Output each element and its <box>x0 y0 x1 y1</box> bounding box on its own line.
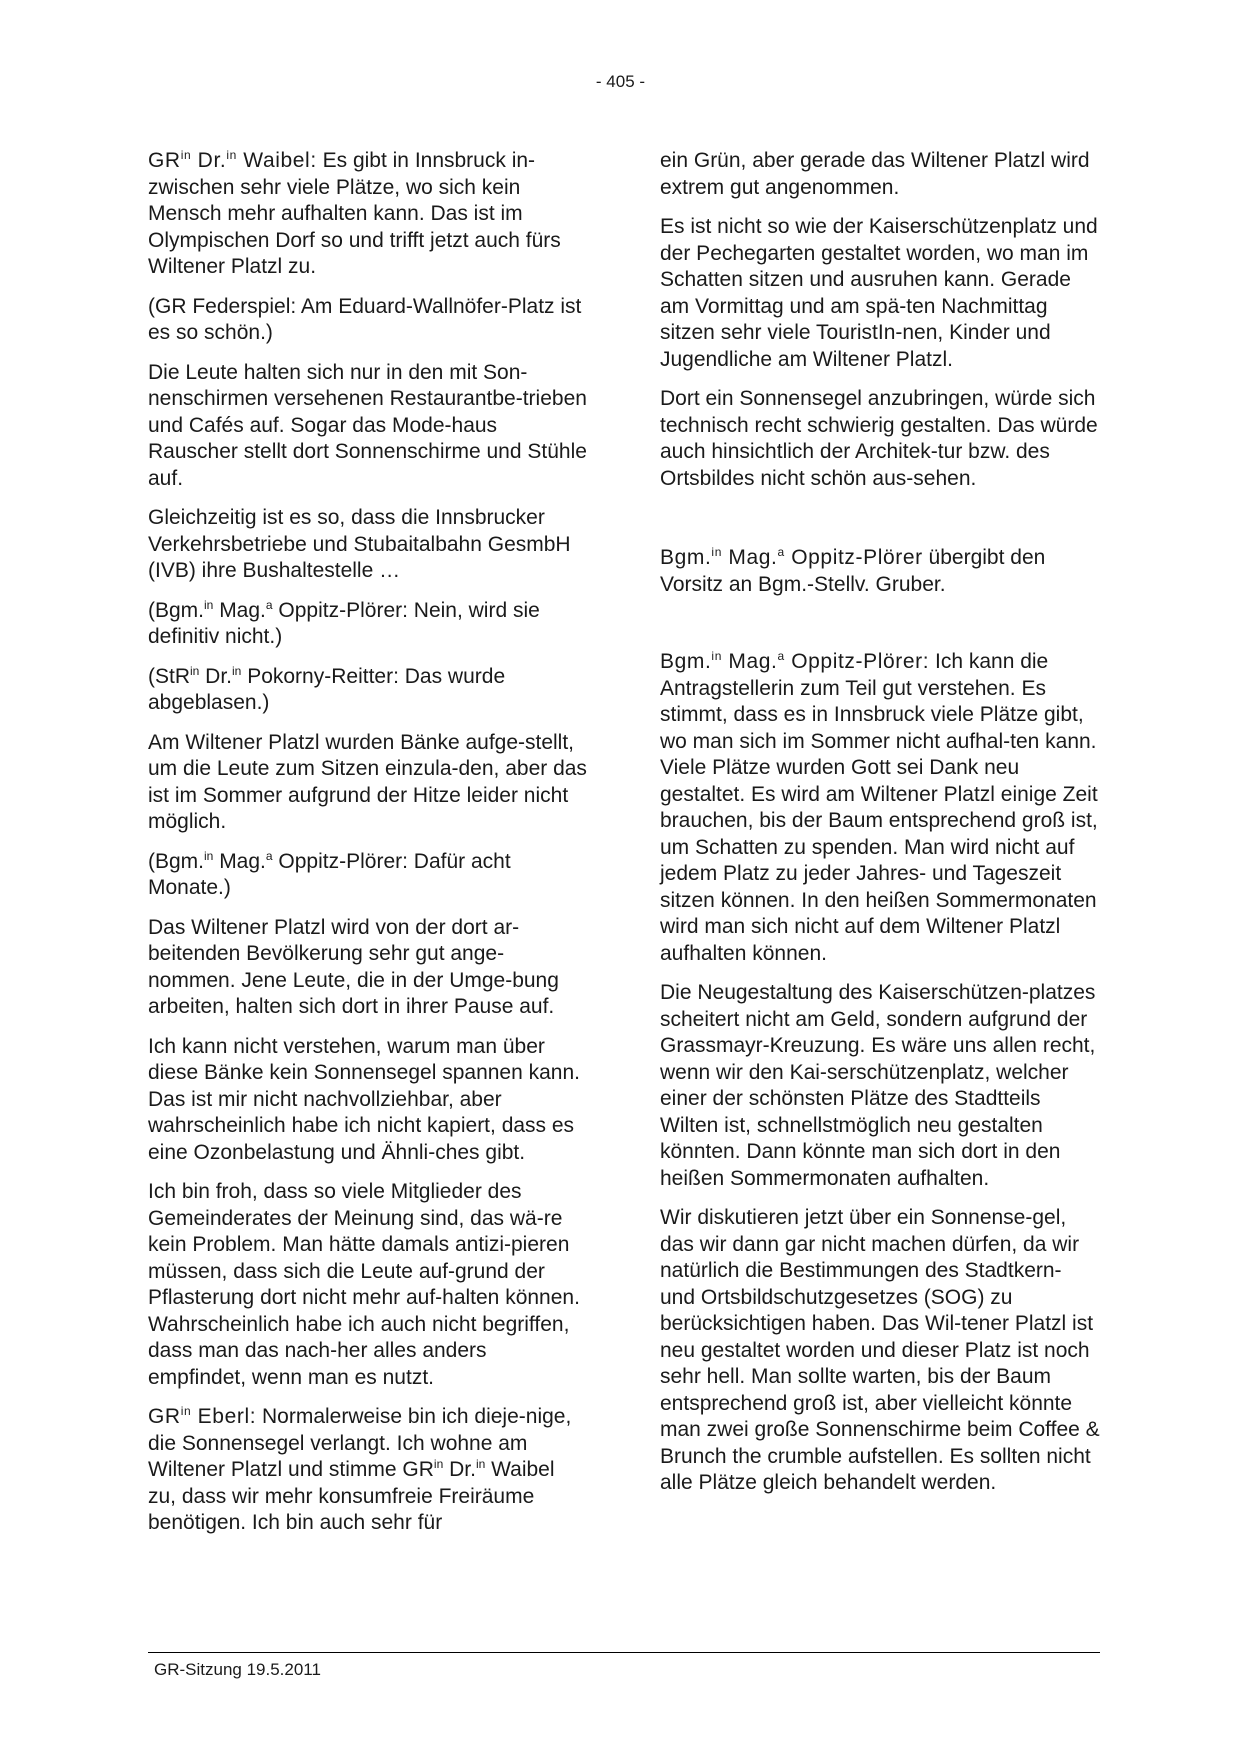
speaker-title: $GR^{in}$ Eberl: <box>148 1404 257 1428</box>
paragraph: Bgm.$^{in}$ Mag.$^a$ Oppitz-Plörer übergibt den Vorsitz an Bgm.-Stellv. Gruber. <box>660 545 1046 596</box>
paragraph: (GR Federspiel: Am Eduard-Wallnöfer-Platz ist es so schön.) <box>148 294 582 344</box>
speaker-title: Bgm.$^{in}$ Mag.$^a$ Oppitz-Plörer <box>660 545 923 569</box>
paragraph: Das Wiltener Platzl wird von der dort ar-beitenden Bevölkerung sehr gut ange-nommen. Jene Leute, die in der Umge-bung arbeiten, halten sich dort in ihrer Pause auf. <box>148 915 559 1018</box>
paragraph: (StR$^{in}$ Dr.$^{in}$ Pokorny-Reitter: Das wurde abgeblasen.) <box>148 663 506 714</box>
left-column <box>148 148 588 1550</box>
paragraph: Dort ein Sonnensegel anzubringen, würde sich technisch recht schwierig gestalten. Das würde auch hinsichtlich der Architek-tur bzw. des Ortsbildes nicht schön aus-sehen. <box>660 387 1098 490</box>
footer-divider <box>148 1652 1100 1653</box>
footer-session-label: GR-Sitzung 19.5.2011 <box>154 1660 321 1679</box>
speaker-title: Bgm.$^{in}$ Mag.$^a$ Oppitz-Plörer: <box>660 649 930 673</box>
paragraph: Bgm.$^{in}$ Mag.$^a$ Oppitz-Plörer: Ich kann die Antragstellerin zum Teil gut verstehen. Es stimmt, dass es in Innsbruck viele Plätze gibt, wo man sich im Sommer nicht aufhal-ten kann. Viele Plätze wurden Gott sei Dank neu gestaltet. Es wird am Wiltener Platzl einige Zeit brauchen, bis der Baum entsprechend groß ist, um Schatten zu spenden. Man wird nicht auf jedem Platz zu jeder Jahres- und Tageszeit sitzen können. In den heißen Sommermonaten wird man sich nicht auf dem Wiltener Platzl aufhalten können. <box>660 649 1098 965</box>
paragraph: Gleichzeitig ist es so, dass die Innsbrucker Verkehrsbetriebe und Stubaitalbahn GesmbH (IVB) ihre Bushaltestelle … <box>148 506 571 582</box>
paragraph: $GR^{in}$ Eberl: Normalerweise bin ich dieje-nige, die Sonnensegel verlangt. Ich wohne am Wiltener Platzl und stimme $GR^{in}$ Dr.$^{in}$ Waibel zu, dass wir mehr konsumfreie Freiräume benötigen. Ich bin auch sehr für <box>148 1404 572 1534</box>
paragraph: Ich kann nicht verstehen, warum man über diese Bänke kein Sonnensegel spannen kann. Das ist mir nicht nachvollziehbar, aber wahrscheinlich habe ich nicht kapiert, dass es eine Ozonbelastung und Ähnli-ches gibt. <box>148 1034 580 1164</box>
paragraph: (Bgm.$^{in}$ Mag.$^a$ Oppitz-Plörer: Nein, wird sie definitiv nicht.) <box>148 597 540 648</box>
right-column <box>660 148 1100 1510</box>
speaker-title: $GR^{in}$ Dr.$^{in}$ Waibel: <box>148 148 317 172</box>
paragraph: Wir diskutieren jetzt über ein Sonnense-gel, das wir dann gar nicht machen dürfen, da wir natürlich die Bestimmungen des Stadtkern- und Ortsbildschutzgesetzes (SOG) zu berücksichtigen haben. Das Wil-tener Platzl ist neu gestaltet worden und dieser Platz ist noch sehr hell. Man sollte warten, bis der Baum entsprechend groß ist, aber vielleicht könnte man zwei große Sonnenschirme beim Coffee & Brunch the crumble aufstellen. Es sollten nicht alle Plätze gleich behandelt werden. <box>660 1206 1100 1494</box>
paragraph: Es ist nicht so wie der Kaiserschützenplatz und der Pechegarten gestaltet worden, wo man im Schatten sitzen und ausruhen kann. Gerade am Vormittag und am spä-ten Nachmittag sitzen sehr viele TouristIn-nen, Kinder und Jugendliche am Wiltener Platzl. <box>660 215 1098 371</box>
paragraph: (Bgm.$^{in}$ Mag.$^a$ Oppitz-Plörer: Dafür acht Monate.) <box>148 848 511 899</box>
paragraph: $GR^{in}$ Dr.$^{in}$ Waibel: Es gibt in Innsbruck in-zwischen sehr viele Plätze, wo sich kein Mensch mehr aufhalten kann. Das ist im Olympischen Dorf so und trifft jetzt auch fürs Wiltener Platzl zu. <box>148 148 561 278</box>
page-number: - 405 - <box>595 72 646 91</box>
paragraph: Die Neugestaltung des Kaiserschützen-platzes scheitert nicht am Geld, sondern aufgrund der Grassmayr-Kreuzung. Es wäre uns allen recht, wenn wir den Kai-serschützenplatz, welcher einer der schönsten Plätze des Stadtteils Wilten ist, schnellstmöglich neu gestalten könnten. Dann könnte man sich dort in den heißen Sommermonaten aufhalten. <box>660 981 1096 1190</box>
paragraph: Die Leute halten sich nur in den mit Son-nenschirmen versehenen Restaurantbe-trieben und Cafés auf. Sogar das Mode-haus Rauscher stellt dort Sonnenschirme und Stühle auf. <box>148 360 587 490</box>
paragraph: Am Wiltener Platzl wurden Bänke aufge-stellt, um die Leute zum Sitzen einzula-den, aber das ist im Sommer aufgrund der Hitze leider nicht möglich. <box>148 730 587 833</box>
paragraph: ein Grün, aber gerade das Wiltener Platzl wird extrem gut angenommen. <box>660 149 1090 199</box>
paragraph: Ich bin froh, dass so viele Mitglieder des Gemeinderates der Meinung sind, das wä-re kein Problem. Man hätte damals antizi-pieren müssen, dass sich die Leute auf-grund der Pflasterung dort nicht mehr auf-halten können. Wahrscheinlich habe ich auch nicht begriffen, dass man das nach-her alles anders empfindet, wenn man es nutzt. <box>148 1180 580 1389</box>
